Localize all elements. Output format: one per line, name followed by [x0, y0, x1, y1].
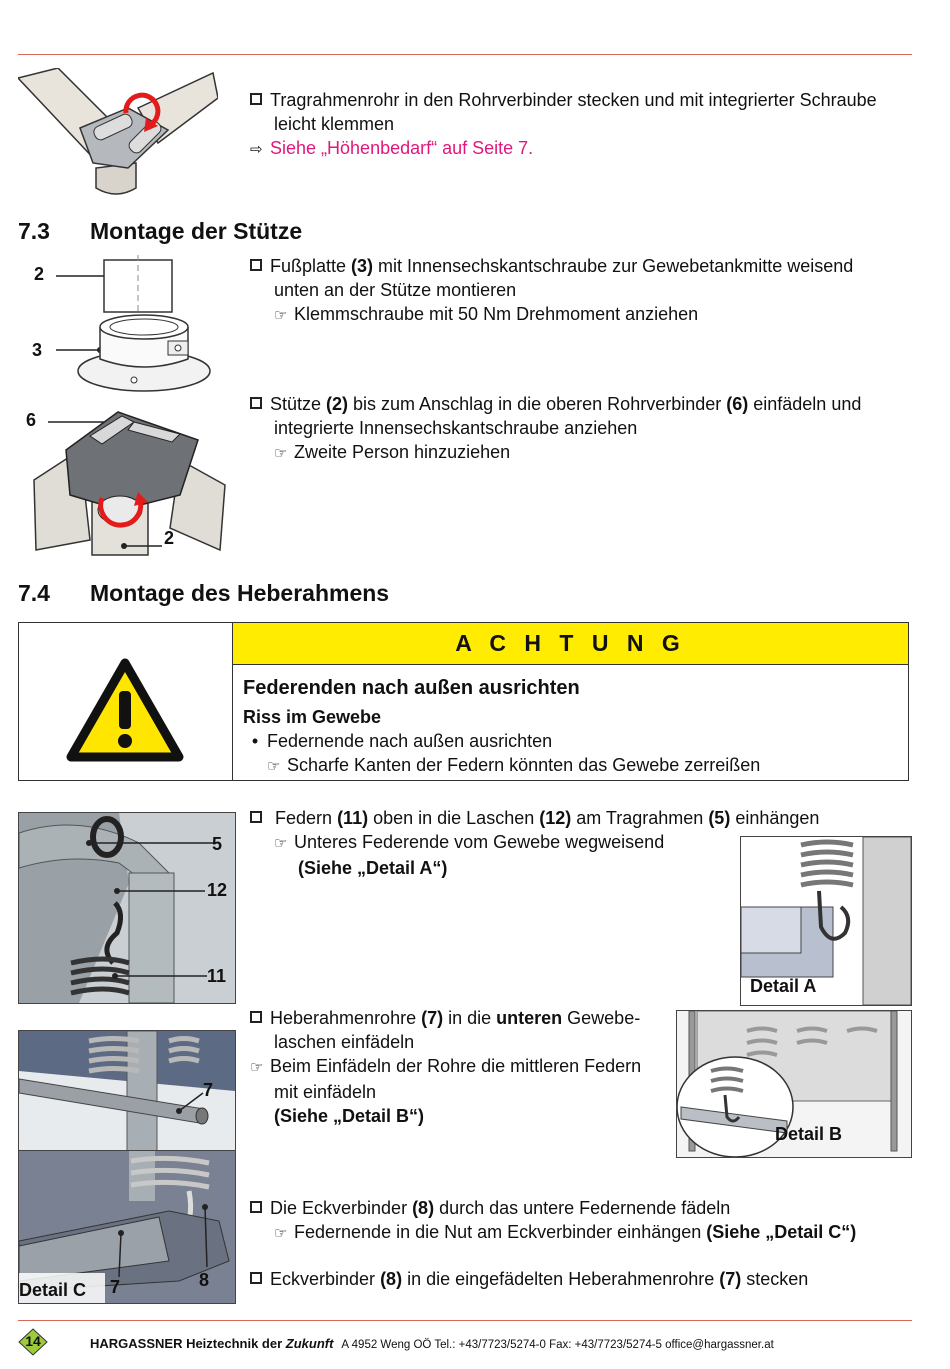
warning-box — [18, 622, 909, 781]
checkbox-icon — [250, 397, 262, 409]
step-corner-connectors: Die Eckverbinder (8) durch das untere Federnende fädeln ☞ Federnende in die Nut am Eckverbinder einhängen (Siehe „Detail C“) — [250, 1196, 930, 1246]
warning-content — [243, 675, 760, 779]
callout-6: 6 — [26, 410, 37, 430]
checkbox-icon — [250, 93, 262, 105]
photo-spring-hooks — [18, 812, 236, 1004]
pointing-hand-icon: ☞ — [274, 835, 288, 852]
step-hang-springs: Federn (11) oben in die Laschen (12) am Tragrahmen (5) einhängen ☞ Unteres Federende vom Gewebe wegweisend (Siehe „Detail A“) — [250, 806, 930, 880]
callout-11: 11 — [207, 966, 227, 986]
warning-subtitle: Riss im Gewebe — [243, 707, 382, 727]
warning-triangle-icon — [19, 623, 232, 780]
arrow-right-icon: ⇨ — [250, 141, 263, 158]
page-number-badge — [18, 1328, 48, 1356]
checkbox-icon — [250, 811, 262, 823]
foot-plate-illustration — [56, 255, 216, 395]
checkbox-icon — [250, 1201, 262, 1213]
footer-rule — [18, 1320, 912, 1321]
step-thread-lift-tubes: Heberahmenrohre (7) in die unteren Gewebe- laschen einfädeln ☞ Beim Einfädeln der Rohre die mittleren Federn mit einfädeln (Siehe „Detail B“) — [250, 1008, 642, 1126]
callout-2-lower: 2 — [164, 528, 175, 548]
detail-a-label: Detail A — [750, 976, 817, 996]
link-hoehenbedarf[interactable]: Siehe „Höhenbedarf“ auf Seite 7. — [270, 138, 534, 158]
callout-12: 12 — [207, 880, 228, 900]
page-number: 14 — [25, 1333, 41, 1349]
checkbox-icon — [250, 1272, 262, 1284]
step-insert-support: Stütze (2) bis zum Anschlag in die oberen Rohrverbinder (6) einfädeln und integrierte Innensechskantschraube anziehen ☞ Zweite Person hinzuziehen — [250, 392, 930, 466]
detail-b-label: Detail B — [775, 1124, 843, 1144]
callout-3: 3 — [32, 340, 43, 360]
callout-7-upper: 7 — [203, 1080, 214, 1100]
warning-bullet: • Federnende nach außen ausrichten — [251, 731, 553, 751]
checkbox-icon — [250, 259, 262, 271]
section-heading-7-4: 7.4 Montage des Heberahmens — [18, 580, 390, 606]
pointing-hand-icon: ☞ — [267, 758, 281, 775]
footer-text: HARGASSNER Heiztechnik der Zukunft A 4952 Weng OÖ Tel.: +43/7723/5274-0 Fax: +43/7723/5274-5 office@hargassner.at — [90, 1336, 774, 1351]
pointing-hand-icon: ☞ — [274, 307, 288, 324]
step-insert-connectors: Eckverbinder (8) in die eingefädelten Heberahmenrohre (7) stecken — [250, 1267, 930, 1291]
step-mount-foot-plate: Fußplatte (3) mit Innensechskantschraube zur Gewebetankmitte weisend unten an der Stütze montieren ☞ Klemmschraube mit 50 Nm Drehmoment anziehen — [250, 254, 930, 328]
detail-c-label: Detail C — [19, 1280, 87, 1300]
warning-icon-cell — [19, 623, 233, 780]
callout-8: 8 — [199, 1270, 210, 1290]
section-heading-7-3: 7.3 Montage der Stütze — [18, 218, 303, 244]
warning-header: A C H T U N G — [233, 623, 908, 665]
callout-2-upper: 2 — [34, 264, 45, 284]
warning-title: Federenden nach außen ausrichten — [243, 677, 580, 699]
warning-note: ☞ Scharfe Kanten der Federn könnten das Gewebe zerreißen — [243, 753, 760, 779]
pointing-hand-icon: ☞ — [274, 1225, 288, 1242]
upper-connector-illustration — [30, 400, 230, 558]
header-rule — [18, 54, 912, 55]
checkbox-icon — [250, 1011, 262, 1023]
callout-5: 5 — [212, 834, 223, 854]
step-insert-frame-tube: Tragrahmenrohr in den Rohrverbinder stecken und mit integrierter Schraube leicht klemmen ⇨ Siehe „Höhenbedarf“ auf Seite 7. — [250, 88, 930, 162]
callout-7-lower: 7 — [110, 1277, 121, 1297]
connector-clamp-illustration — [18, 68, 218, 198]
pointing-hand-icon: ☞ — [250, 1059, 264, 1076]
pointing-hand-icon: ☞ — [274, 445, 288, 462]
